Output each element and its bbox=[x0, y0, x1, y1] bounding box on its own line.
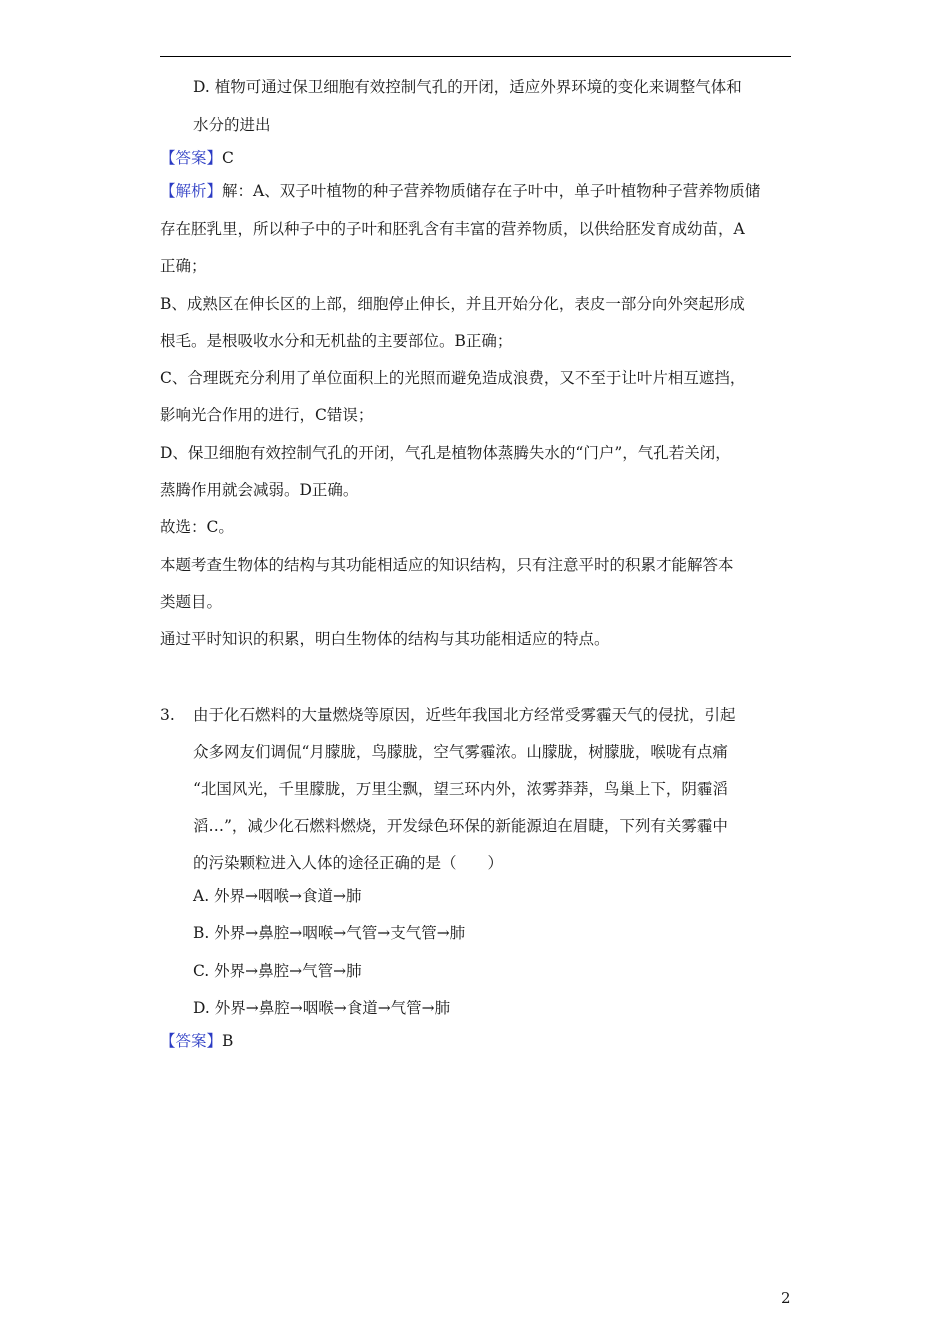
q3-answer bbox=[160, 1031, 233, 1051]
answer-tag: 【答案】 bbox=[160, 149, 223, 167]
analysis-line: 存在胚乳里，所以种子中的子叶和胚乳含有丰富的营养物质，以供给胚发育成幼苗，A bbox=[160, 220, 745, 238]
question-stem-line: 由于化石燃料的大量燃烧等原因，近些年我国北方经常受雾霾天气的侵扰，引起 bbox=[193, 706, 736, 724]
analysis-line: 通过平时知识的积累，明白生物体的结构与其功能相适应的特点。 bbox=[160, 630, 610, 648]
analysis-tag: 【解析】 bbox=[160, 182, 223, 200]
question-stem-line: 众多网友们调侃“月朦胧，鸟朦胧，空气雾霾浓。山朦胧，树朦胧，喉咙有点痛 bbox=[193, 743, 728, 761]
question-number: 3. bbox=[160, 706, 175, 724]
page-number: 2 bbox=[781, 1289, 791, 1307]
question-stem-line: “北国风光，千里朦胧，万里尘飘，望三环内外，浓雾莽莽，鸟巢上下，阴霾滔 bbox=[193, 780, 728, 798]
analysis-line: 故选：C。 bbox=[160, 518, 234, 536]
analysis-line: C、合理既充分利用了单位面积上的光照而避免造成浪费，又不至于让叶片相互遮挡， bbox=[160, 369, 746, 387]
header-rule bbox=[160, 56, 791, 57]
prev-option-d-line1: D. 植物可通过保卫细胞有效控制气孔的开闭，适应外界环境的变化来调整气体和 bbox=[193, 78, 742, 96]
answer-value: B bbox=[222, 1032, 234, 1050]
analysis-line: 本题考查生物体的结构与其功能相适应的知识结构，只有注意平时的积累才能解答本 bbox=[160, 556, 734, 574]
analysis-line: 正确； bbox=[160, 257, 207, 275]
prev-option-d-line2: 水分的进出 bbox=[193, 116, 271, 134]
analysis-line: 根毛。是根吸收水分和无机盐的主要部位。B正确； bbox=[160, 332, 513, 350]
analysis-line bbox=[160, 181, 760, 201]
option-c: C. 外界→鼻腔→气管→肺 bbox=[193, 962, 362, 980]
analysis-line: D、保卫细胞有效控制气孔的开闭，气孔是植物体蒸腾失水的“门户”，气孔若关闭， bbox=[160, 444, 731, 462]
analysis-line: B、成熟区在伸长区的上部，细胞停止伸长，并且开始分化，表皮一部分向外突起形成 bbox=[160, 295, 745, 313]
option-a: A. 外界→咽喉→食道→肺 bbox=[193, 887, 362, 905]
prev-answer bbox=[160, 148, 234, 168]
option-d: D. 外界→鼻腔→咽喉→食道→气管→肺 bbox=[193, 999, 451, 1017]
answer-tag: 【答案】 bbox=[160, 1032, 223, 1050]
analysis-line: 类题目。 bbox=[160, 593, 223, 611]
question-stem-line: 滔…”，减少化石燃料燃烧，开发绿色环保的新能源迫在眉睫，下列有关雾霾中 bbox=[193, 817, 728, 835]
analysis-line: 蒸腾作用就会减弱。D正确。 bbox=[160, 481, 359, 499]
option-b: B. 外界→鼻腔→咽喉→气管→支气管→肺 bbox=[193, 924, 466, 942]
analysis-text: 解：A、双子叶植物的种子营养物质储存在子叶中，单子叶植物种子营养物质储 bbox=[222, 182, 761, 200]
analysis-line: 影响光合作用的进行，C错误； bbox=[160, 406, 374, 424]
question-stem-line: 的污染颗粒进入人体的途径正确的是（ ） bbox=[193, 854, 504, 872]
answer-value: C bbox=[222, 149, 234, 167]
